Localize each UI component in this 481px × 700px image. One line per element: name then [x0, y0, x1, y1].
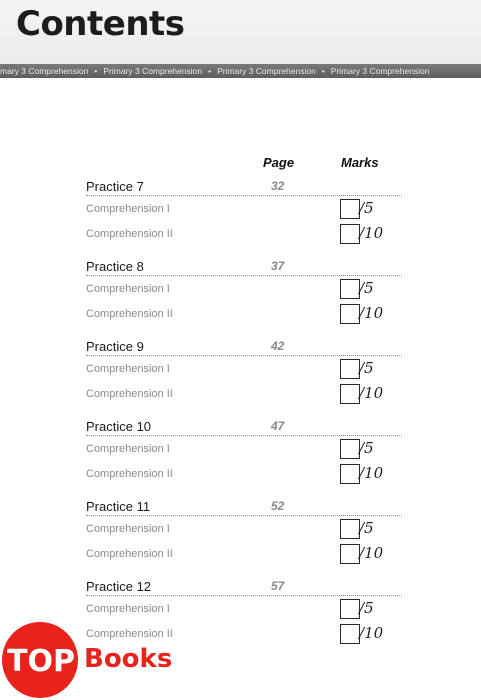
practice-page-number: 57 — [271, 579, 285, 593]
comprehension-label: Comprehension I — [86, 283, 170, 295]
practice-title: Practice 10 — [86, 419, 152, 434]
dotted-leader — [86, 195, 402, 196]
practice-title: Practice 7 — [86, 179, 144, 194]
page-column-header: Page — [263, 155, 295, 170]
practice-title: Practice 9 — [86, 339, 144, 354]
logo-top-text: TOP — [7, 644, 75, 679]
comprehension-label: Comprehension I — [86, 363, 170, 375]
comprehension-label: Comprehension II — [86, 308, 173, 320]
score-box[interactable] — [340, 599, 360, 619]
strip-item: mary 3 Comprehension — [0, 66, 89, 76]
comprehension-label: Comprehension I — [86, 203, 170, 215]
comprehension-label: Comprehension II — [86, 468, 173, 480]
score-box[interactable] — [340, 439, 360, 459]
total-mark: /5 — [359, 519, 374, 537]
practice-page-number: 32 — [271, 179, 285, 193]
logo-books-text: Books — [84, 644, 173, 674]
score-box[interactable] — [340, 624, 360, 644]
practice-title: Practice 12 — [86, 579, 152, 594]
subject-strip — [0, 64, 481, 78]
score-box[interactable] — [340, 544, 360, 564]
comprehension-label: Comprehension II — [86, 628, 173, 640]
total-mark: /10 — [359, 544, 384, 562]
comprehension-label: Comprehension II — [86, 228, 173, 240]
dotted-leader — [86, 595, 402, 596]
score-box[interactable] — [340, 224, 360, 244]
practice-section — [0, 419, 481, 499]
comprehension-label: Comprehension II — [86, 388, 173, 400]
score-box[interactable] — [340, 519, 360, 539]
score-box[interactable] — [340, 304, 360, 324]
strip-item: Primary 3 Comprehension — [103, 66, 203, 76]
score-box[interactable] — [340, 199, 360, 219]
page-title: Contents — [16, 4, 185, 44]
comprehension-label: Comprehension I — [86, 443, 170, 455]
dotted-leader — [86, 515, 402, 516]
total-mark: /5 — [359, 279, 374, 297]
total-mark: /5 — [359, 199, 374, 217]
total-mark: /10 — [359, 464, 384, 482]
strip-separator: • — [321, 66, 325, 76]
strip-item: Primary 3 Comprehension — [330, 66, 430, 76]
total-mark: /5 — [359, 359, 374, 377]
practice-section — [0, 499, 481, 579]
total-mark: /5 — [359, 439, 374, 457]
practice-section — [0, 339, 481, 419]
topbooks-watermark — [0, 622, 190, 700]
marks-column-header: Marks — [341, 155, 379, 170]
strip-item: Primary 3 Comprehension — [217, 66, 316, 76]
practice-page-number: 52 — [271, 499, 285, 513]
dotted-leader — [86, 435, 402, 436]
score-box[interactable] — [340, 279, 360, 299]
total-mark: /10 — [359, 624, 384, 642]
score-box[interactable] — [340, 384, 360, 404]
comprehension-label: Comprehension I — [86, 603, 170, 615]
score-box[interactable] — [340, 359, 360, 379]
practice-page-number: 47 — [271, 419, 285, 433]
comprehension-label: Comprehension I — [86, 523, 170, 535]
page-header — [0, 0, 481, 66]
strip-separator: • — [94, 66, 98, 76]
dotted-leader — [86, 275, 402, 276]
dotted-leader — [86, 355, 402, 356]
practice-page-number: 37 — [271, 259, 285, 273]
comprehension-label: Comprehension II — [86, 548, 173, 560]
total-mark: /10 — [359, 224, 384, 242]
practice-section — [0, 179, 481, 259]
practice-section — [0, 259, 481, 339]
practice-page-number: 42 — [271, 339, 285, 353]
strip-separator: • — [208, 66, 212, 76]
practice-title: Practice 11 — [86, 499, 151, 514]
practice-title: Practice 8 — [86, 259, 144, 274]
score-box[interactable] — [340, 464, 360, 484]
total-mark: /10 — [359, 304, 384, 322]
total-mark: /5 — [359, 599, 374, 617]
total-mark: /10 — [359, 384, 384, 402]
